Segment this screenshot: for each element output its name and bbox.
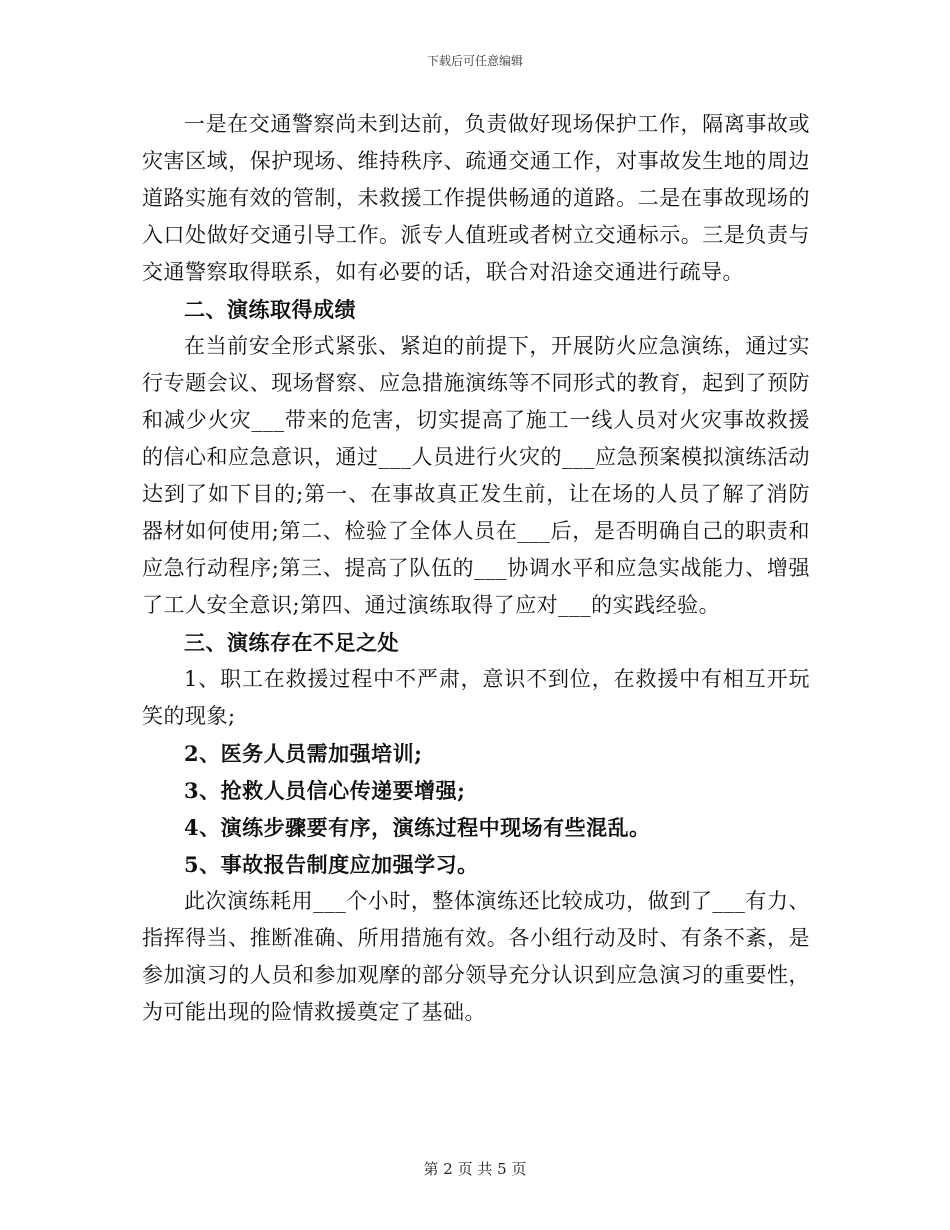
list-item-shortcoming-1: 1、职工在救援过程中不严肃，意识不到位，在救援中有相互开玩笑的现象;	[142, 667, 810, 728]
document-body	[142, 106, 810, 1031]
list-item-shortcoming-4: 4、演练步骤要有序，演练过程中现场有些混乱。	[184, 815, 651, 840]
section-heading-shortcomings: 三、演练存在不足之处	[184, 630, 399, 655]
page-header-note: 下载后可任意编辑	[426, 54, 523, 68]
list-item-shortcoming-5: 5、事故报告制度应加强学习。	[184, 852, 479, 877]
page-number: 第 2 页 共 5 页	[423, 1160, 527, 1178]
paragraph-achievements: 在当前安全形式紧张、紧迫的前提下，开展防火应急演练，通过实行专题会议、现场督察、应急措施演练等不同形式的教育，起到了预防和减少火灾___带来的危害，切实提高了施工一线人员对火灾事故救援的信心和应急意识，通过___人员进行火灾的___应急预案模拟演练活动达到了如下目的;第一、在事故真正发生前，让在场的人员了解了消防器材如何使用;第二、检验了全体人员在___后，是否明确自己的职责和应急行动程序;第三、提高了队伍的___协调水平和应急实战能力、增强了工人安全意识;第四、通过演练取得了应对___的实践经验。	[142, 334, 810, 617]
list-item-shortcoming-3: 3、抢救人员信心传递要增强;	[184, 778, 466, 803]
paragraph-conclusion: 此次演练耗用___个小时，整体演练还比较成功，做到了___有力、指挥得当、推断准确、所用措施有效。各小组行动及时、有条不紊，是参加演习的人员和参加观摩的部分领导充分认识到应急演习的重要性，为可能出现的险情救援奠定了基础。	[142, 889, 810, 1024]
paragraph-traffic-duties: 一是在交通警察尚未到达前，负责做好现场保护工作，隔离事故或灾害区域，保护现场、维持秩序、疏通交通工作，对事故发生地的周边道路实施有效的管制，未救援工作提供畅通的道路。二是在事故现场的入口处做好交通引导工作。派专人值班或者树立交通标示。三是负责与交通警察取得联系，如有必要的话，联合对沿途交通进行疏导。	[142, 112, 810, 284]
list-item-shortcoming-2: 2、医务人员需加强培训;	[184, 741, 423, 766]
section-heading-achievements: 二、演练取得成绩	[184, 297, 356, 322]
